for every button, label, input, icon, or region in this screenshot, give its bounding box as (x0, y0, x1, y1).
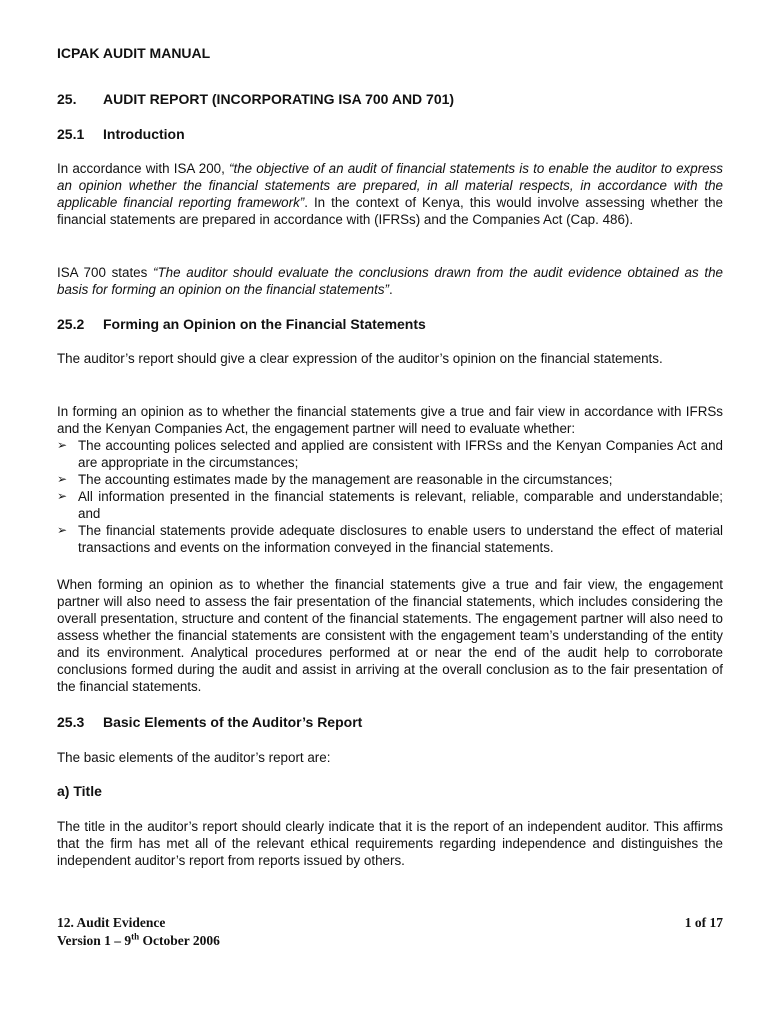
evaluation-bullet-list (57, 437, 723, 556)
subsection-title: Introduction (103, 126, 185, 142)
list-item: ➢ All information presented in the financial statements is relevant, reliable, comparable and understandable; and (57, 489, 723, 521)
section-heading (57, 91, 723, 108)
isa-700-quote: “The auditor should evaluate the conclusions drawn from the audit evidence obtained as the basis for forming an opinion on the financial statements” (57, 265, 723, 297)
subsection-title: Basic Elements of the Auditor’s Report (103, 714, 363, 730)
section-title: AUDIT REPORT (INCORPORATING ISA 700 AND 701) (103, 91, 455, 107)
footer-version: Version 1 – 9th October 2006 (57, 931, 220, 948)
arrow-bullet-icon: ➢ (57, 438, 68, 452)
isa-700-lead: ISA 700 states (57, 265, 154, 280)
opinion-paragraph-3: When forming an opinion as to whether the financial statements give a true and fair view, the engagement partner will also need to assess the fair presentation of the financial statements, which includes considering the overall presentation, structure and content of the financial statements. The engagement partner will also need to assess whether the financial statements are consistent with the engagement team’s understanding of the entity and its environment. Analytical procedures performed at or near the end of the audit help to corroborate conclusions formed during the audit and assist in arriving at the overall conclusion as to the fair presentation of the financial statements. (57, 577, 723, 694)
arrow-bullet-icon: ➢ (57, 489, 68, 503)
opinion-paragraph-1: The auditor’s report should give a clear expression of the auditor’s opinion on the financial statements. (57, 351, 663, 366)
subheading-title: a) Title (57, 783, 102, 799)
subsection-number: 25.3 (57, 714, 85, 730)
subsection-number: 25.2 (57, 316, 85, 332)
intro-paragraph-2 (57, 264, 723, 298)
footer-chapter: 12. Audit Evidence (57, 915, 166, 930)
basic-elements-paragraph: The basic elements of the auditor’s report are: (57, 750, 331, 765)
list-item: ➢ The accounting estimates made by the management are reasonable in the circumstances; (57, 472, 613, 487)
arrow-bullet-icon: ➢ (57, 523, 68, 537)
page-number: 1 of 17 (684, 915, 723, 930)
isa-200-quote: “the objective of an audit of financial statements is to enable the auditor to express an opinion whether the financial statements are prepared, in all material respects, in accordance with the applicable financial reporting framework” (57, 161, 724, 210)
list-item: ➢ The accounting polices selected and applied are consistent with IFRSs and the Kenyan Companies Act and are appropriate in the circumstances; (57, 438, 723, 470)
title-paragraph: The title in the auditor’s report should clearly indicate that it is the report of an independent auditor. This affirms that the firm has met all of the relevant ethical requirements regarding independence and distinguishes the independent auditor’s report from reports issued by others. (57, 819, 723, 868)
subsection-title: Forming an Opinion on the Financial Statements (103, 316, 426, 332)
opinion-paragraph-2: In forming an opinion as to whether the financial statements give a true and fair view in accordance with IFRSs and the Kenyan Companies Act, the engagement partner will need to evaluate whether: (57, 404, 723, 436)
arrow-bullet-icon: ➢ (57, 472, 68, 486)
subsection-heading-25-3 (57, 714, 723, 731)
subsection-heading-25-2 (57, 316, 723, 333)
list-item: ➢ The financial statements provide adequate disclosures to enable users to understand the effect of material transactions and events on the information conveyed in the financial statements. (57, 523, 723, 555)
intro-text: In accordance with ISA 200, (57, 161, 230, 176)
intro-paragraph-1 (57, 160, 723, 228)
manual-title: ICPAK AUDIT MANUAL (57, 45, 211, 61)
subsection-number: 25.1 (57, 126, 85, 142)
isa-700-period: . (388, 282, 393, 297)
footer (57, 914, 723, 950)
intro-text-continued: . In the context of Kenya, this would involve assessing whether the financial statements are prepared in accordance with (IFRSs) and the Companies Act (Cap. 486). (57, 195, 724, 227)
subsection-heading-25-1 (57, 126, 723, 143)
section-number: 25. (57, 91, 77, 107)
